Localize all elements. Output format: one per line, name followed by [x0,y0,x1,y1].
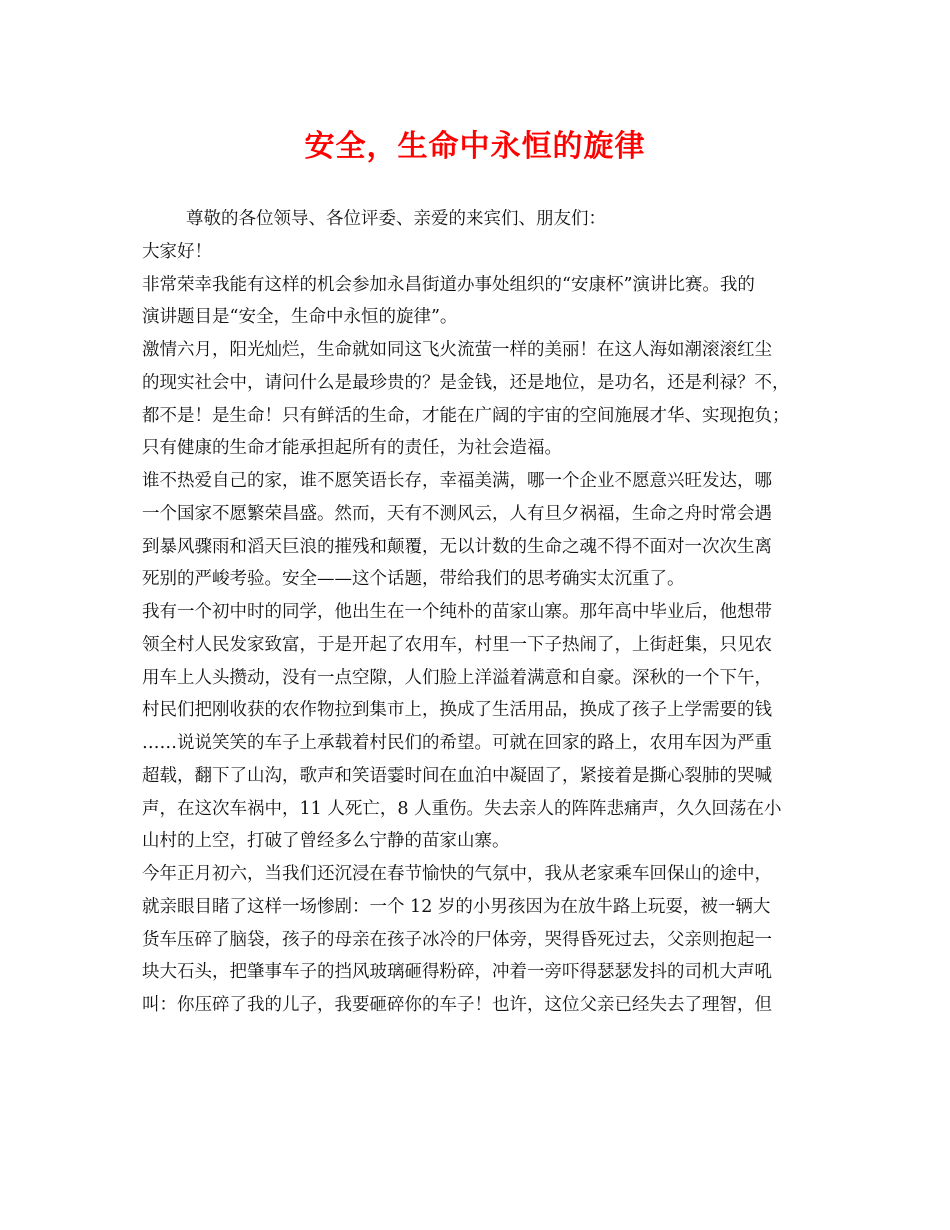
text-line: 大家好！ [142,241,212,262]
text-line: 货车压碎了脑袋，孩子的母亲在孩子冰冷的尸体旁，哭得昏死过去，父亲则抱起一 [142,929,772,950]
text-line: ……说说笑笑的车子上承载着村民们的希望。可就在回家的路上，农用车因为严重 [142,733,772,753]
text-line: 领全村人民发家致富，于是开起了农用车，村里一下子热闹了，上街赶集，只见农 [142,634,772,655]
text-line: 用车上人头攒动，没有一点空隙，人们脸上洋溢着满意和自豪。深秋的一个下午， [142,667,772,688]
text-line: 激情六月，阳光灿烂，生命就如同这飞火流萤一样的美丽！在这人海如潮滚滚红尘 [142,340,772,360]
text-line: 今年正月初六，当我们还沉浸在春节愉快的气氛中，我从老家乘车回保山的途中， [142,864,772,884]
text-line: 只有健康的生命才能承担起所有的责任，为社会造福。 [142,438,562,459]
text-line: 谁不热爱自己的家，谁不愿笑语长存，幸福美满，哪一个企业不愿意兴旺发达，哪 [142,471,772,491]
text-line: 演讲题目是“安全，生命中永恒的旋律”。 [142,307,458,328]
text-line: 就亲眼目睹了这样一场惨剧：一个 12 岁的小男孩因为在放牛路上玩耍，被一辆大 [142,896,771,917]
text-line: 到暴风骤雨和滔天巨浪的摧残和颠覆，无以计数的生命之魂不得不面对一次次生离 [142,536,772,557]
text-line: 山村的上空，打破了曾经多么宁静的苗家山寨。 [142,831,510,852]
text-line: 声，在这次车祸中，11 人死亡，8 人重伤。失去亲人的阵阵悲痛声，久久回荡在小 [142,798,782,819]
text-line: 非常荣幸我能有这样的机会参加永昌街道办事处组织的“安康杯”演讲比赛。我的 [142,274,755,295]
text-line: 都不是！是生命！只有鲜活的生命，才能在广阔的宇宙的空间施展才华、实现抱负； [142,405,790,426]
text-line: 死别的严峻考验。安全——这个话题，带给我们的思考确实太沉重了。 [142,569,685,590]
document-title: 安全，生命中永恒的旋律 [304,129,646,164]
document-body [142,203,822,1022]
text-line: 的现实社会中，请问什么是最珍贵的？是金钱，还是地位，是功名，还是利禄？不， [142,372,790,393]
text-line: 叫：你压碎了我的儿子，我要砸碎你的车子！也许，这位父亲已经失去了理智，但 [142,995,772,1015]
salutation-line: 尊敬的各位领导、各位评委、亲爱的来宾们、朋友们： [186,209,606,229]
text-line: 村民们把刚收获的农作物拉到集市上，换成了生活用品，换成了孩子上学需要的钱 [142,700,772,721]
text-line: 一个国家不愿繁荣昌盛。然而，天有不测风云，人有旦夕祸福，生命之舟时常会遇 [142,503,772,524]
text-line: 超载，翻下了山沟，歌声和笑语霎时间在血泊中凝固了，紧接着是撕心裂肺的哭喊 [142,765,772,786]
text-line: 我有一个初中时的同学，他出生在一个纯朴的苗家山寨。那年高中毕业后，他想带 [142,602,772,622]
text-line: 块大石头，把肇事车子的挡风玻璃砸得粉碎，冲着一旁吓得瑟瑟发抖的司机大声吼 [142,962,772,983]
